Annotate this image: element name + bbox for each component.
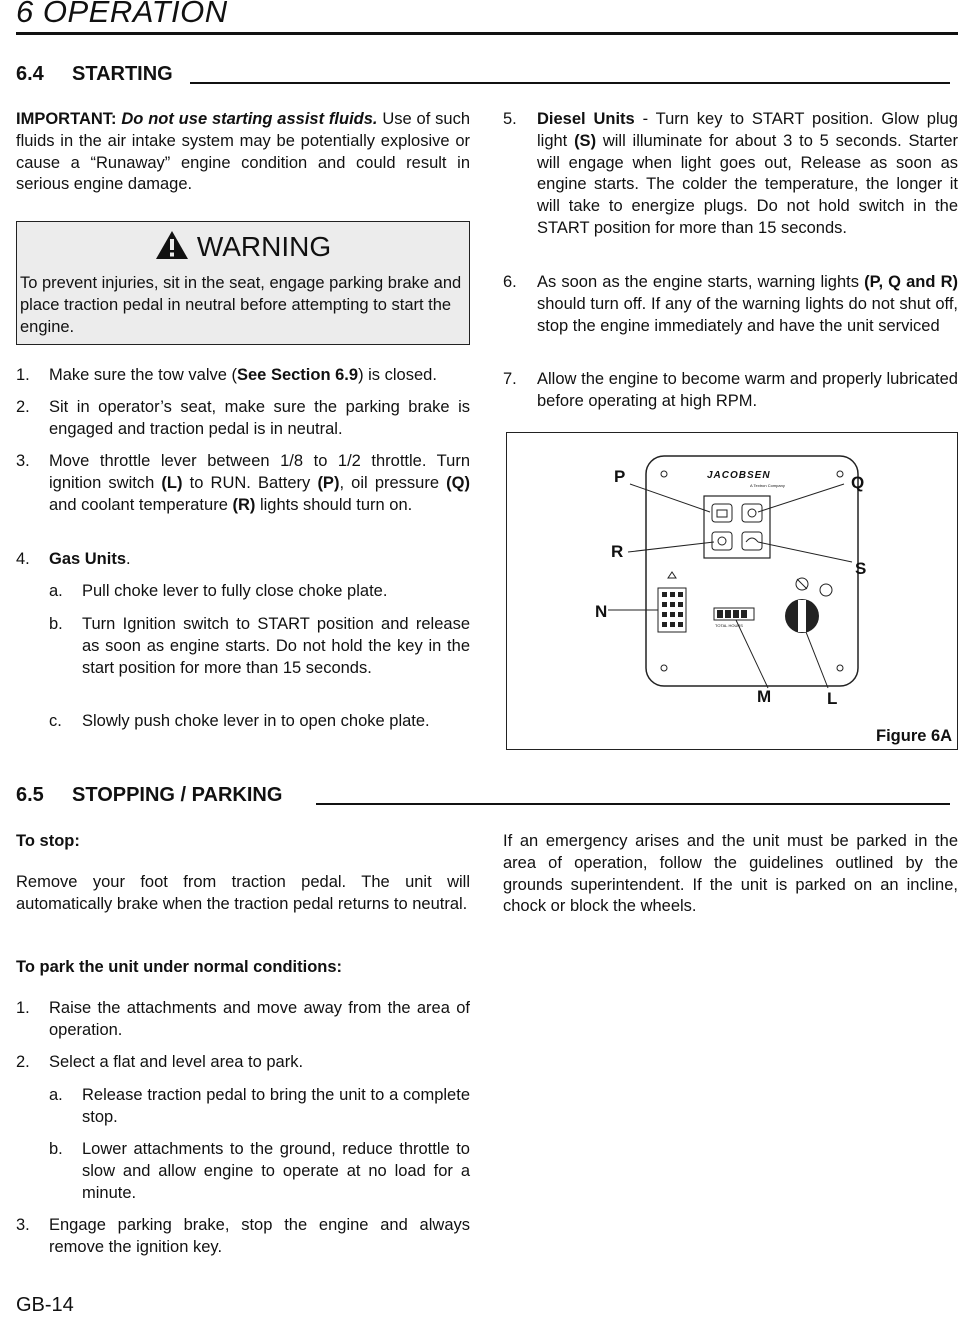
park-step-2a: a. Release traction pedal to bring the unit to a complete stop.	[49, 1086, 470, 1126]
step-5: 5. Diesel Units - Turn key to START position. Glow plug light (S) will illuminate for about 3 to 5 seconds. Starter will engage when light goes out, Release as soon as engine starts. The colder the temperature, the longer it will take to energize plugs. Do not hold switch in the START position for more than 15 seconds.	[503, 110, 958, 237]
brand-logo: JACOBSEN	[707, 470, 771, 481]
section-rule	[190, 82, 950, 84]
emergency-text: If an emergency arises and the unit must be parked in the area of operation, follow the guidelines outlined by the grounds superintendent. If the unit is parked on an incline, chock or block the wheels.	[503, 832, 958, 916]
park-step-3: 3. Engage parking brake, stop the engine and always remove the ignition key.	[16, 1216, 470, 1256]
label-r: R	[611, 542, 624, 561]
park-step-2b: b. Lower attachments to the ground, reduce throttle to slow and allow engine to operate at no load for a minute.	[49, 1140, 470, 1202]
to-stop-text: Remove your foot from traction pedal. The unit will automatically brake when the traction pedal returns to neutral.	[16, 873, 470, 913]
to-stop-heading: To stop:	[16, 832, 80, 850]
section-6-5-heading	[16, 784, 282, 807]
label-s: S	[855, 559, 867, 578]
section-title: STARTING	[72, 63, 173, 85]
step-7: 7. Allow the engine to become warm and properly lubricated before operating at high RPM.	[503, 370, 958, 410]
label-m: M	[757, 687, 772, 706]
step-6: 6. As soon as the engine starts, warning lights (P, Q and R) should turn off. If any of the warning lights do not shut off, stop the engine immediately and have the unit serviced	[503, 273, 958, 335]
section-number: 6.4	[16, 63, 44, 85]
chapter-title: 6 OPERATION	[16, 0, 228, 29]
label-q: Q	[851, 473, 865, 492]
section-rule	[316, 803, 950, 805]
warning-box	[16, 221, 470, 345]
warning-title: WARNING	[196, 231, 332, 262]
important-text: Use of such fluids in the air intake system may be potentially explosive or cause a “Runaway” engine condition and could result in serious engine damage.	[16, 110, 470, 194]
important-italic: Do not use starting assist fluids.	[121, 110, 378, 128]
label-n: N	[595, 602, 608, 621]
warning-text: To prevent injuries, sit in the seat, engage parking brake and place traction pedal in neutral before attempting to start the engine.	[20, 274, 462, 336]
brand-subtitle: A Textron Company	[750, 483, 785, 488]
step-3: 3. Move throttle lever between 1/8 to 1/2 throttle. Turn ignition switch (L) to RUN. Battery (P), oil pressure (Q) and coolant temperature (R) lights should turn on.	[16, 452, 470, 514]
label-p: P	[614, 467, 626, 486]
page-number: GB-14	[16, 1294, 74, 1316]
warning-title-row	[17, 230, 469, 267]
park-step-1: 1. Raise the attachments and move away from the area of operation.	[16, 999, 470, 1039]
figure-caption: Figure 6A	[876, 727, 953, 745]
step-1: 1. Make sure the tow valve (See Section 6.9) is closed.	[16, 366, 437, 384]
park-heading: To park the unit under normal conditions:	[16, 958, 343, 976]
figure-6a	[506, 432, 958, 750]
step-4b: b. Turn Ignition switch to START position and release as soon as engine starts. Do not hold the key in the start position for more than 15 seconds.	[49, 615, 470, 677]
header-rule	[16, 32, 958, 35]
hour-meter-label: TOTAL HOURS	[715, 623, 743, 628]
label-l: L	[827, 689, 838, 708]
important-notice	[16, 109, 470, 196]
step-4c: c. Slowly push choke lever in to open choke plate.	[49, 712, 430, 730]
step-2: 2. Sit in operator’s seat, make sure the parking brake is engaged and traction pedal is in neutral.	[16, 398, 470, 438]
step-4a: a. Pull choke lever to fully close choke plate.	[49, 582, 388, 600]
section-6-4-heading	[16, 63, 173, 86]
section-title: STOPPING / PARKING	[72, 784, 283, 806]
park-step-2: 2. Select a flat and level area to park.	[16, 1053, 304, 1071]
section-number: 6.5	[16, 784, 44, 806]
step-4: 4. Gas Units.	[16, 550, 131, 568]
warning-triangle-icon	[155, 230, 189, 267]
important-label: IMPORTANT:	[16, 110, 117, 128]
